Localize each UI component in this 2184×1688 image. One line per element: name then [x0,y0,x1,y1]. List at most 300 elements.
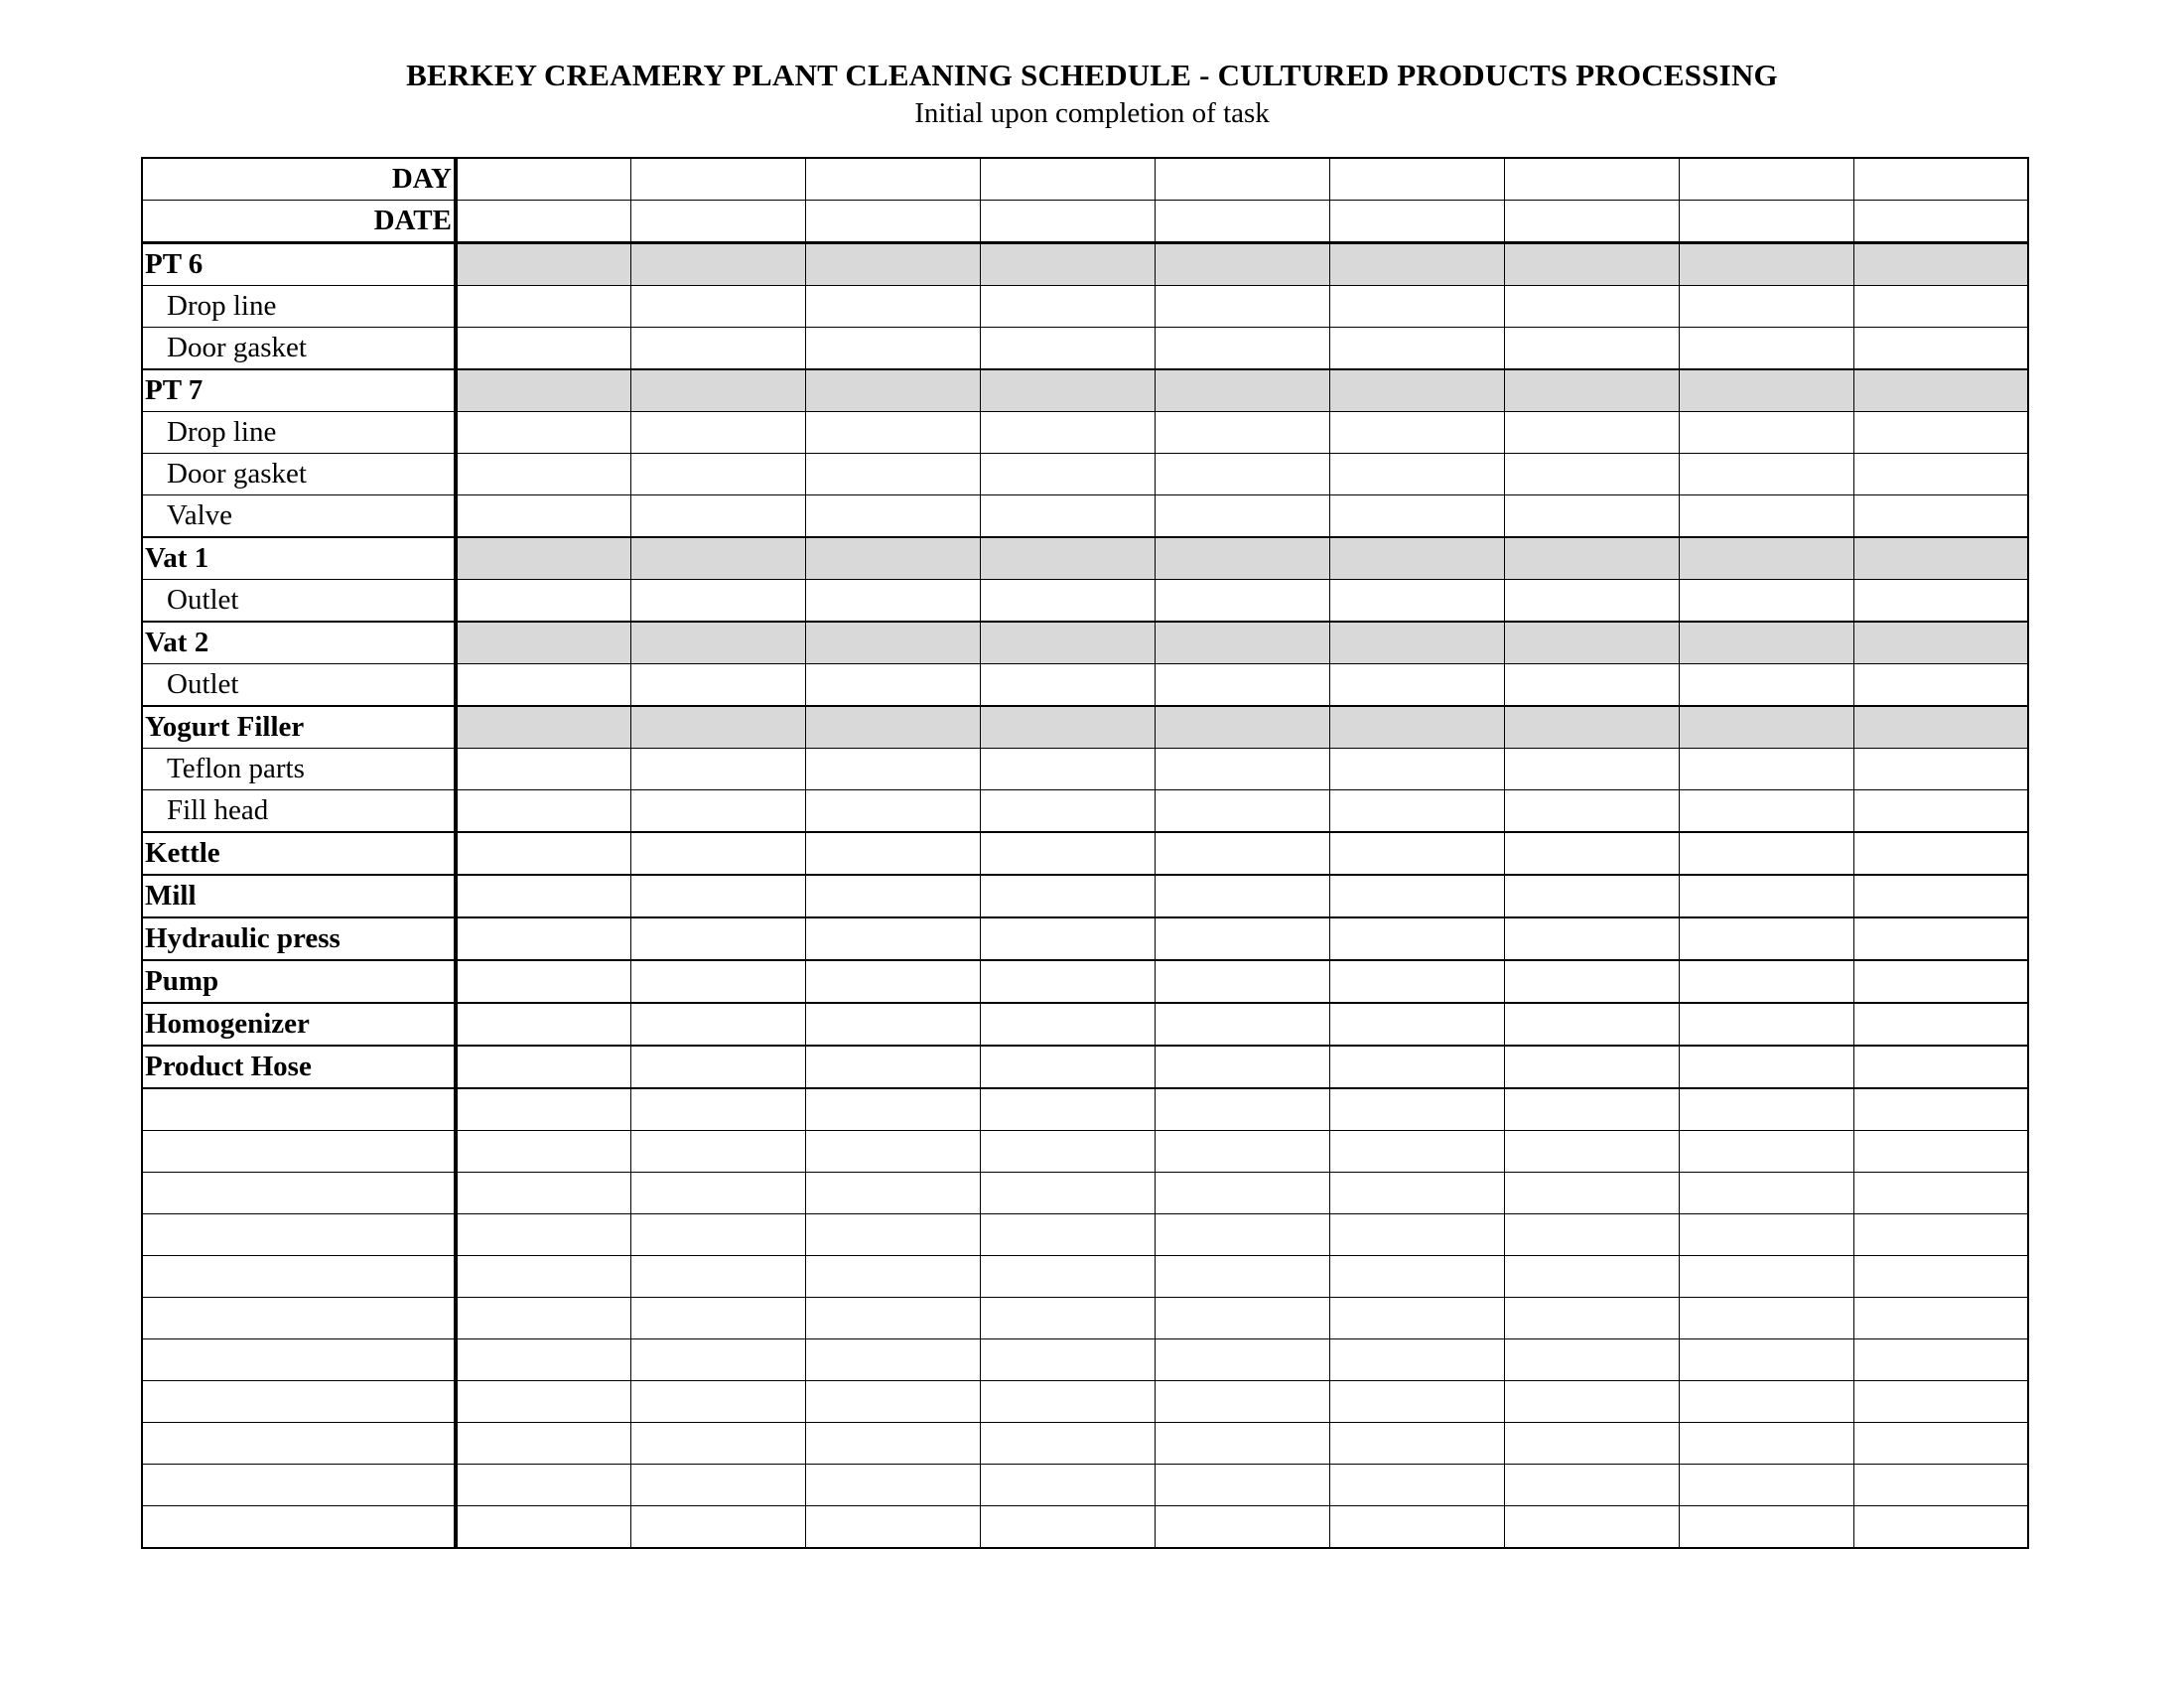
initial-cell-3[interactable] [805,1214,980,1256]
initial-cell-6[interactable] [1329,622,1504,664]
initial-cell-6[interactable] [1329,1298,1504,1339]
initial-cell-7[interactable] [1504,706,1679,749]
initial-cell-4[interactable] [980,1046,1155,1088]
initial-cell-5[interactable] [1155,1506,1329,1549]
initial-cell-2[interactable] [630,495,805,538]
date-cell-4[interactable] [980,201,1155,243]
initial-cell-3[interactable] [805,1465,980,1506]
initial-cell-5[interactable] [1155,706,1329,749]
initial-cell-7[interactable] [1504,749,1679,790]
initial-cell-1[interactable] [456,1423,630,1465]
initial-cell-7[interactable] [1504,537,1679,580]
initial-cell-6[interactable] [1329,454,1504,495]
initial-cell-4[interactable] [980,580,1155,623]
initial-cell-5[interactable] [1155,495,1329,538]
date-cell-3[interactable] [805,201,980,243]
initial-cell-7[interactable] [1504,286,1679,328]
initial-cell-4[interactable] [980,1465,1155,1506]
initial-cell-7[interactable] [1504,622,1679,664]
initial-cell-4[interactable] [980,1131,1155,1173]
initial-cell-1[interactable] [456,1173,630,1214]
initial-cell-6[interactable] [1329,1046,1504,1088]
initial-cell-3[interactable] [805,622,980,664]
initial-cell-4[interactable] [980,960,1155,1003]
initial-cell-5[interactable] [1155,960,1329,1003]
initial-cell-6[interactable] [1329,1173,1504,1214]
initial-cell-3[interactable] [805,537,980,580]
initial-cell-2[interactable] [630,1298,805,1339]
initial-cell-2[interactable] [630,412,805,454]
initial-cell-3[interactable] [805,832,980,875]
initial-cell-9[interactable] [1853,664,2028,707]
initial-cell-6[interactable] [1329,1256,1504,1298]
initial-cell-1[interactable] [456,960,630,1003]
initial-cell-1[interactable] [456,369,630,412]
initial-cell-6[interactable] [1329,790,1504,833]
initial-cell-9[interactable] [1853,1003,2028,1046]
initial-cell-8[interactable] [1679,1256,1853,1298]
initial-cell-6[interactable] [1329,580,1504,623]
initial-cell-6[interactable] [1329,1506,1504,1549]
initial-cell-1[interactable] [456,1339,630,1381]
initial-cell-4[interactable] [980,664,1155,707]
initial-cell-7[interactable] [1504,790,1679,833]
date-cell-8[interactable] [1679,201,1853,243]
initial-cell-5[interactable] [1155,537,1329,580]
initial-cell-5[interactable] [1155,1423,1329,1465]
initial-cell-5[interactable] [1155,580,1329,623]
initial-cell-3[interactable] [805,1381,980,1423]
initial-cell-7[interactable] [1504,580,1679,623]
initial-cell-1[interactable] [456,622,630,664]
day-cell-7[interactable] [1504,158,1679,201]
initial-cell-4[interactable] [980,1298,1155,1339]
initial-cell-9[interactable] [1853,706,2028,749]
initial-cell-7[interactable] [1504,1339,1679,1381]
initial-cell-8[interactable] [1679,1465,1853,1506]
initial-cell-8[interactable] [1679,917,1853,960]
initial-cell-4[interactable] [980,875,1155,917]
initial-cell-1[interactable] [456,454,630,495]
initial-cell-4[interactable] [980,537,1155,580]
initial-cell-7[interactable] [1504,1214,1679,1256]
initial-cell-2[interactable] [630,917,805,960]
initial-cell-1[interactable] [456,1088,630,1131]
initial-cell-3[interactable] [805,286,980,328]
initial-cell-4[interactable] [980,622,1155,664]
initial-cell-5[interactable] [1155,412,1329,454]
initial-cell-8[interactable] [1679,790,1853,833]
initial-cell-5[interactable] [1155,832,1329,875]
initial-cell-6[interactable] [1329,1003,1504,1046]
initial-cell-5[interactable] [1155,243,1329,286]
initial-cell-8[interactable] [1679,875,1853,917]
initial-cell-3[interactable] [805,664,980,707]
initial-cell-9[interactable] [1853,1339,2028,1381]
initial-cell-2[interactable] [630,286,805,328]
initial-cell-2[interactable] [630,622,805,664]
blank-row-label[interactable] [142,1381,456,1423]
initial-cell-6[interactable] [1329,960,1504,1003]
initial-cell-5[interactable] [1155,369,1329,412]
day-cell-5[interactable] [1155,158,1329,201]
initial-cell-2[interactable] [630,749,805,790]
initial-cell-1[interactable] [456,1256,630,1298]
initial-cell-3[interactable] [805,1131,980,1173]
initial-cell-6[interactable] [1329,706,1504,749]
initial-cell-8[interactable] [1679,1298,1853,1339]
initial-cell-6[interactable] [1329,875,1504,917]
initial-cell-8[interactable] [1679,1423,1853,1465]
blank-row-label[interactable] [142,1423,456,1465]
initial-cell-9[interactable] [1853,1088,2028,1131]
date-cell-2[interactable] [630,201,805,243]
initial-cell-8[interactable] [1679,1214,1853,1256]
initial-cell-4[interactable] [980,328,1155,370]
initial-cell-5[interactable] [1155,917,1329,960]
initial-cell-5[interactable] [1155,749,1329,790]
initial-cell-9[interactable] [1853,1214,2028,1256]
initial-cell-3[interactable] [805,1423,980,1465]
blank-row-label[interactable] [142,1465,456,1506]
initial-cell-3[interactable] [805,1298,980,1339]
initial-cell-9[interactable] [1853,960,2028,1003]
initial-cell-1[interactable] [456,1465,630,1506]
initial-cell-6[interactable] [1329,1423,1504,1465]
initial-cell-4[interactable] [980,286,1155,328]
initial-cell-1[interactable] [456,580,630,623]
initial-cell-2[interactable] [630,1214,805,1256]
initial-cell-4[interactable] [980,1339,1155,1381]
initial-cell-8[interactable] [1679,1131,1853,1173]
initial-cell-8[interactable] [1679,664,1853,707]
initial-cell-5[interactable] [1155,328,1329,370]
initial-cell-9[interactable] [1853,454,2028,495]
initial-cell-8[interactable] [1679,369,1853,412]
initial-cell-1[interactable] [456,1046,630,1088]
initial-cell-9[interactable] [1853,1423,2028,1465]
initial-cell-3[interactable] [805,1339,980,1381]
initial-cell-4[interactable] [980,1506,1155,1549]
day-cell-1[interactable] [456,158,630,201]
initial-cell-9[interactable] [1853,1046,2028,1088]
initial-cell-9[interactable] [1853,1506,2028,1549]
initial-cell-8[interactable] [1679,580,1853,623]
initial-cell-9[interactable] [1853,369,2028,412]
day-cell-4[interactable] [980,158,1155,201]
initial-cell-6[interactable] [1329,1088,1504,1131]
blank-row-label[interactable] [142,1214,456,1256]
initial-cell-4[interactable] [980,495,1155,538]
initial-cell-6[interactable] [1329,412,1504,454]
initial-cell-1[interactable] [456,749,630,790]
initial-cell-5[interactable] [1155,1465,1329,1506]
initial-cell-3[interactable] [805,412,980,454]
initial-cell-3[interactable] [805,875,980,917]
initial-cell-6[interactable] [1329,1339,1504,1381]
initial-cell-6[interactable] [1329,495,1504,538]
initial-cell-7[interactable] [1504,1256,1679,1298]
initial-cell-7[interactable] [1504,495,1679,538]
initial-cell-3[interactable] [805,749,980,790]
initial-cell-1[interactable] [456,664,630,707]
initial-cell-4[interactable] [980,1381,1155,1423]
initial-cell-2[interactable] [630,454,805,495]
initial-cell-2[interactable] [630,1088,805,1131]
initial-cell-7[interactable] [1504,454,1679,495]
initial-cell-7[interactable] [1504,1131,1679,1173]
initial-cell-3[interactable] [805,1173,980,1214]
initial-cell-1[interactable] [456,495,630,538]
initial-cell-9[interactable] [1853,412,2028,454]
initial-cell-4[interactable] [980,1256,1155,1298]
initial-cell-3[interactable] [805,243,980,286]
blank-row-label[interactable] [142,1173,456,1214]
initial-cell-6[interactable] [1329,1465,1504,1506]
initial-cell-2[interactable] [630,1131,805,1173]
initial-cell-9[interactable] [1853,1465,2028,1506]
initial-cell-7[interactable] [1504,1465,1679,1506]
initial-cell-6[interactable] [1329,328,1504,370]
initial-cell-7[interactable] [1504,412,1679,454]
initial-cell-4[interactable] [980,369,1155,412]
initial-cell-4[interactable] [980,790,1155,833]
date-cell-5[interactable] [1155,201,1329,243]
initial-cell-4[interactable] [980,1088,1155,1131]
initial-cell-7[interactable] [1504,1381,1679,1423]
initial-cell-9[interactable] [1853,749,2028,790]
initial-cell-4[interactable] [980,243,1155,286]
initial-cell-6[interactable] [1329,537,1504,580]
initial-cell-7[interactable] [1504,1298,1679,1339]
initial-cell-7[interactable] [1504,1088,1679,1131]
initial-cell-8[interactable] [1679,832,1853,875]
initial-cell-5[interactable] [1155,1131,1329,1173]
initial-cell-9[interactable] [1853,243,2028,286]
initial-cell-1[interactable] [456,328,630,370]
initial-cell-3[interactable] [805,1088,980,1131]
initial-cell-8[interactable] [1679,328,1853,370]
initial-cell-5[interactable] [1155,1339,1329,1381]
initial-cell-9[interactable] [1853,1256,2028,1298]
initial-cell-9[interactable] [1853,917,2028,960]
initial-cell-2[interactable] [630,328,805,370]
initial-cell-4[interactable] [980,706,1155,749]
initial-cell-3[interactable] [805,495,980,538]
initial-cell-7[interactable] [1504,960,1679,1003]
initial-cell-9[interactable] [1853,832,2028,875]
initial-cell-3[interactable] [805,1256,980,1298]
initial-cell-2[interactable] [630,1339,805,1381]
initial-cell-9[interactable] [1853,875,2028,917]
initial-cell-7[interactable] [1504,1046,1679,1088]
initial-cell-3[interactable] [805,790,980,833]
initial-cell-1[interactable] [456,875,630,917]
initial-cell-4[interactable] [980,917,1155,960]
initial-cell-6[interactable] [1329,1381,1504,1423]
initial-cell-2[interactable] [630,369,805,412]
initial-cell-1[interactable] [456,790,630,833]
blank-row-label[interactable] [142,1088,456,1131]
initial-cell-6[interactable] [1329,369,1504,412]
blank-row-label[interactable] [142,1131,456,1173]
initial-cell-2[interactable] [630,1423,805,1465]
initial-cell-6[interactable] [1329,286,1504,328]
initial-cell-2[interactable] [630,1506,805,1549]
initial-cell-8[interactable] [1679,1381,1853,1423]
initial-cell-3[interactable] [805,1506,980,1549]
initial-cell-2[interactable] [630,1256,805,1298]
initial-cell-8[interactable] [1679,495,1853,538]
initial-cell-3[interactable] [805,580,980,623]
initial-cell-2[interactable] [630,875,805,917]
initial-cell-1[interactable] [456,832,630,875]
initial-cell-1[interactable] [456,1131,630,1173]
initial-cell-7[interactable] [1504,917,1679,960]
initial-cell-4[interactable] [980,412,1155,454]
initial-cell-5[interactable] [1155,622,1329,664]
initial-cell-8[interactable] [1679,286,1853,328]
initial-cell-8[interactable] [1679,1506,1853,1549]
blank-row-label[interactable] [142,1506,456,1549]
initial-cell-7[interactable] [1504,1003,1679,1046]
day-cell-3[interactable] [805,158,980,201]
initial-cell-5[interactable] [1155,1256,1329,1298]
initial-cell-9[interactable] [1853,286,2028,328]
initial-cell-9[interactable] [1853,328,2028,370]
date-cell-6[interactable] [1329,201,1504,243]
initial-cell-4[interactable] [980,1173,1155,1214]
initial-cell-9[interactable] [1853,1381,2028,1423]
initial-cell-8[interactable] [1679,1003,1853,1046]
initial-cell-5[interactable] [1155,875,1329,917]
initial-cell-4[interactable] [980,1214,1155,1256]
initial-cell-5[interactable] [1155,1214,1329,1256]
initial-cell-2[interactable] [630,664,805,707]
initial-cell-8[interactable] [1679,706,1853,749]
initial-cell-9[interactable] [1853,622,2028,664]
initial-cell-9[interactable] [1853,1298,2028,1339]
initial-cell-6[interactable] [1329,243,1504,286]
initial-cell-1[interactable] [456,706,630,749]
initial-cell-6[interactable] [1329,749,1504,790]
initial-cell-6[interactable] [1329,664,1504,707]
initial-cell-4[interactable] [980,1423,1155,1465]
initial-cell-3[interactable] [805,917,980,960]
initial-cell-4[interactable] [980,454,1155,495]
date-cell-9[interactable] [1853,201,2028,243]
initial-cell-3[interactable] [805,706,980,749]
initial-cell-1[interactable] [456,1003,630,1046]
initial-cell-7[interactable] [1504,1423,1679,1465]
initial-cell-7[interactable] [1504,875,1679,917]
initial-cell-5[interactable] [1155,1046,1329,1088]
day-cell-6[interactable] [1329,158,1504,201]
initial-cell-7[interactable] [1504,664,1679,707]
initial-cell-2[interactable] [630,1465,805,1506]
initial-cell-1[interactable] [456,243,630,286]
initial-cell-5[interactable] [1155,1173,1329,1214]
blank-row-label[interactable] [142,1298,456,1339]
initial-cell-3[interactable] [805,1046,980,1088]
initial-cell-2[interactable] [630,1173,805,1214]
initial-cell-8[interactable] [1679,960,1853,1003]
initial-cell-1[interactable] [456,286,630,328]
initial-cell-1[interactable] [456,1298,630,1339]
initial-cell-8[interactable] [1679,412,1853,454]
initial-cell-7[interactable] [1504,1173,1679,1214]
initial-cell-9[interactable] [1853,1173,2028,1214]
date-cell-7[interactable] [1504,201,1679,243]
initial-cell-4[interactable] [980,832,1155,875]
initial-cell-3[interactable] [805,1003,980,1046]
initial-cell-5[interactable] [1155,1003,1329,1046]
initial-cell-8[interactable] [1679,1339,1853,1381]
day-cell-2[interactable] [630,158,805,201]
initial-cell-2[interactable] [630,243,805,286]
date-cell-1[interactable] [456,201,630,243]
initial-cell-7[interactable] [1504,328,1679,370]
initial-cell-2[interactable] [630,1046,805,1088]
initial-cell-6[interactable] [1329,1131,1504,1173]
initial-cell-8[interactable] [1679,1088,1853,1131]
initial-cell-1[interactable] [456,1214,630,1256]
initial-cell-1[interactable] [456,537,630,580]
initial-cell-6[interactable] [1329,917,1504,960]
initial-cell-9[interactable] [1853,1131,2028,1173]
initial-cell-2[interactable] [630,706,805,749]
initial-cell-3[interactable] [805,369,980,412]
initial-cell-2[interactable] [630,790,805,833]
initial-cell-6[interactable] [1329,1214,1504,1256]
initial-cell-3[interactable] [805,328,980,370]
initial-cell-2[interactable] [630,580,805,623]
initial-cell-7[interactable] [1504,832,1679,875]
day-cell-9[interactable] [1853,158,2028,201]
initial-cell-2[interactable] [630,537,805,580]
initial-cell-3[interactable] [805,960,980,1003]
initial-cell-5[interactable] [1155,1298,1329,1339]
initial-cell-5[interactable] [1155,286,1329,328]
initial-cell-8[interactable] [1679,243,1853,286]
initial-cell-8[interactable] [1679,749,1853,790]
initial-cell-7[interactable] [1504,243,1679,286]
initial-cell-4[interactable] [980,1003,1155,1046]
initial-cell-3[interactable] [805,454,980,495]
day-cell-8[interactable] [1679,158,1853,201]
initial-cell-9[interactable] [1853,495,2028,538]
initial-cell-9[interactable] [1853,790,2028,833]
initial-cell-2[interactable] [630,960,805,1003]
initial-cell-5[interactable] [1155,1381,1329,1423]
initial-cell-9[interactable] [1853,580,2028,623]
initial-cell-8[interactable] [1679,622,1853,664]
initial-cell-5[interactable] [1155,1088,1329,1131]
initial-cell-6[interactable] [1329,832,1504,875]
initial-cell-5[interactable] [1155,454,1329,495]
initial-cell-7[interactable] [1504,1506,1679,1549]
initial-cell-5[interactable] [1155,790,1329,833]
initial-cell-8[interactable] [1679,454,1853,495]
initial-cell-8[interactable] [1679,1046,1853,1088]
blank-row-label[interactable] [142,1339,456,1381]
blank-row-label[interactable] [142,1256,456,1298]
initial-cell-1[interactable] [456,1506,630,1549]
initial-cell-5[interactable] [1155,664,1329,707]
initial-cell-4[interactable] [980,749,1155,790]
initial-cell-2[interactable] [630,1003,805,1046]
initial-cell-2[interactable] [630,832,805,875]
